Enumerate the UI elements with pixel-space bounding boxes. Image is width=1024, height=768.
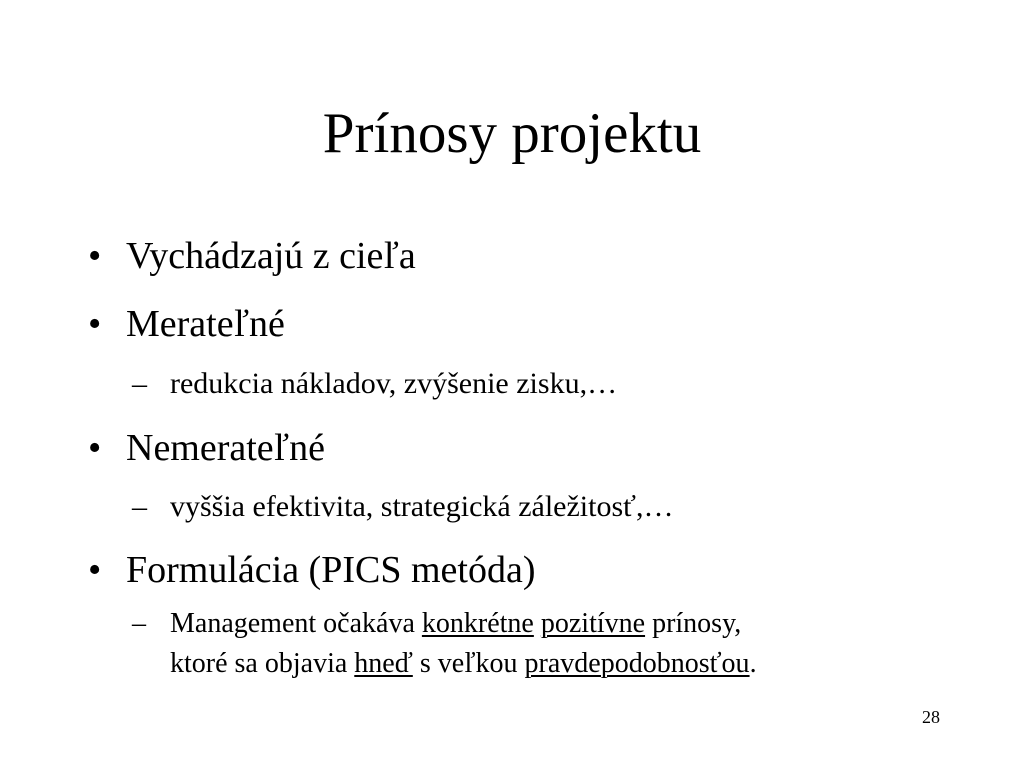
- bullet-icon: •: [88, 235, 102, 277]
- text-run: ktoré sa objavia: [170, 648, 355, 679]
- slide-title: Prínosy projektu: [322, 102, 702, 165]
- sub-bullet-text: redukcia nákladov, zvýšenie zisku,…: [170, 367, 618, 400]
- text-run: .: [749, 648, 757, 679]
- bullet-icon: •: [88, 549, 102, 591]
- text-run: prínosy,: [645, 608, 742, 639]
- bullet-icon: •: [88, 303, 102, 345]
- dash-icon: –: [132, 367, 147, 400]
- page-number: 28: [922, 707, 940, 727]
- underlined-word: konkrétne: [421, 608, 534, 639]
- sub-bullet-text: [170, 604, 900, 684]
- bullet-text: Nemerateľné: [126, 427, 325, 469]
- dash-icon: –: [132, 490, 147, 523]
- bullet-text: Formulácia (PICS metóda): [126, 549, 536, 591]
- bullet-icon: •: [88, 427, 102, 469]
- text-run: s veľkou: [412, 648, 525, 679]
- text-run: [534, 608, 541, 639]
- underlined-word: pozitívne: [540, 608, 646, 639]
- underlined-word: hneď: [354, 648, 413, 679]
- underlined-word: pravdepodobnosťou: [524, 648, 750, 679]
- dash-icon: –: [132, 608, 146, 639]
- bullet-text: Merateľné: [126, 303, 285, 345]
- sub-bullet-text: vyššia efektivita, strategická záležitosť,…: [170, 490, 674, 523]
- bullet-text: Vychádzajú z cieľa: [126, 235, 416, 277]
- text-run: Management očakáva: [170, 608, 422, 639]
